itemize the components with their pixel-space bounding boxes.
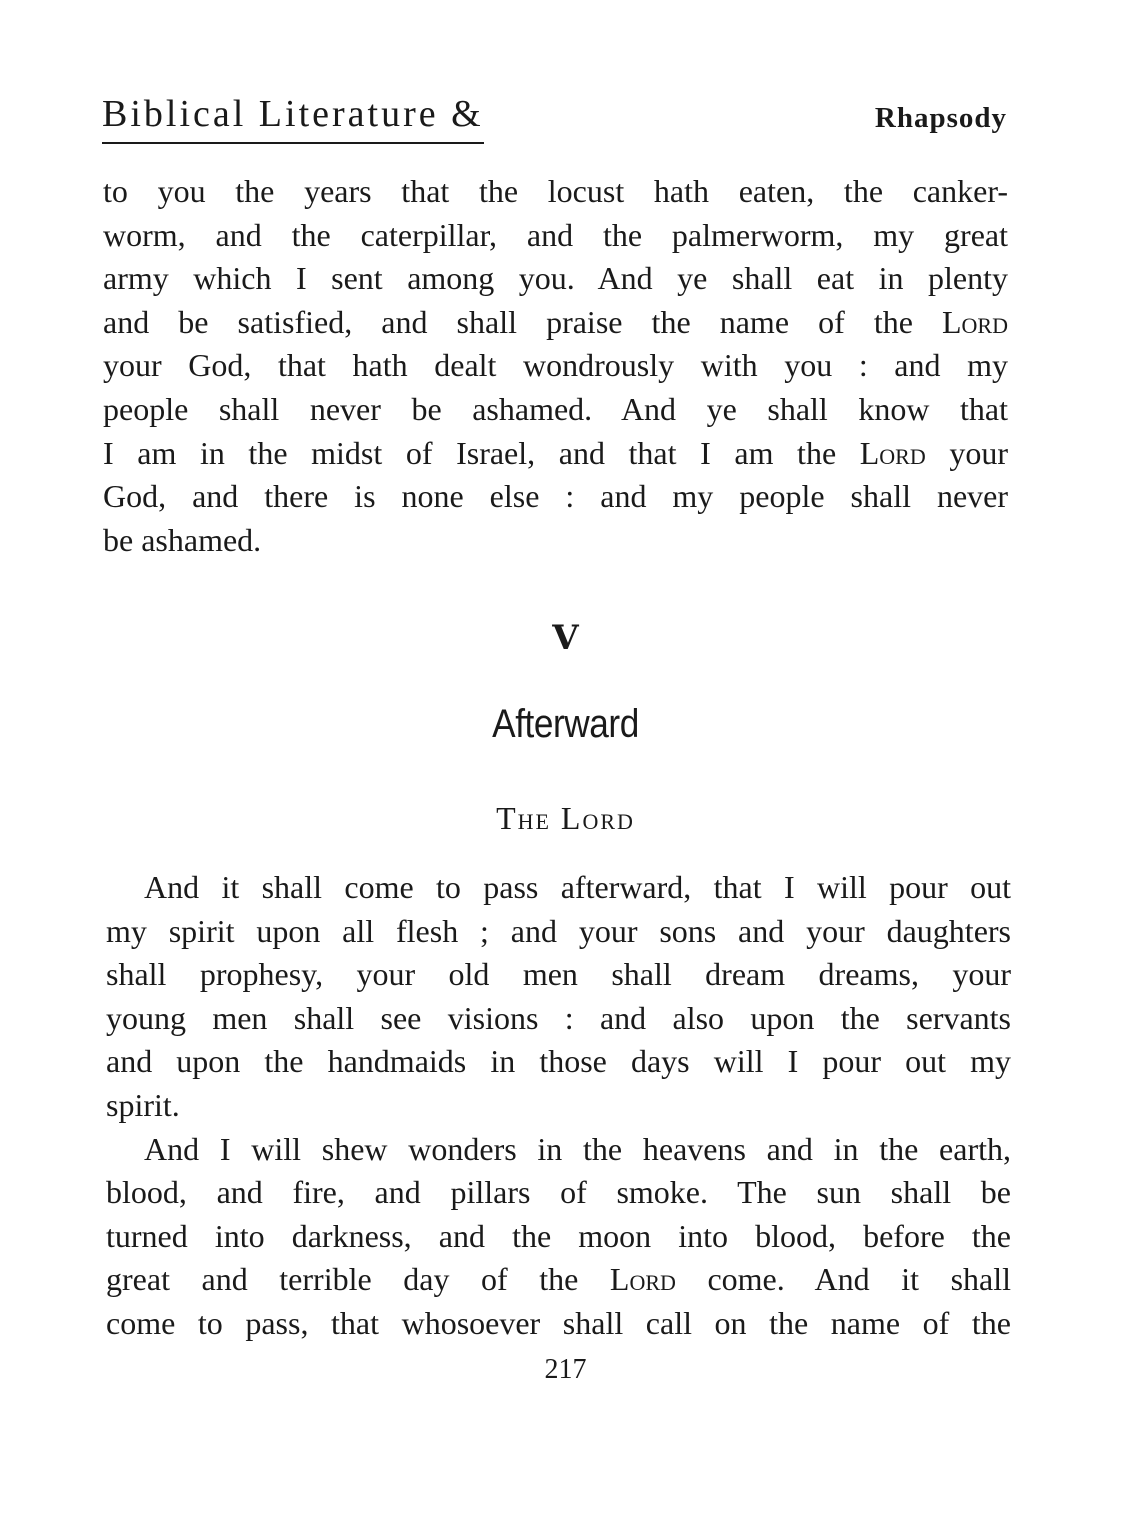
text-line: be ashamed. [103,521,262,558]
text-line: your God, that hath dealt wondrously with you : and my [103,347,1008,384]
small-caps-lord: Lord [942,303,1008,340]
text-line: blood, and fire, and pillars of smoke. The sun shall be [106,1174,1011,1211]
text-line: shall prophesy, your old men shall dream dreams, your [106,956,1011,993]
text-line: worm, and the caterpillar, and the palmerworm, my great [103,216,1008,253]
text-line: I am in the midst of Israel, and that I am the Lord your [103,434,1009,471]
text-line: And it shall come to pass afterward, that I will pour out [144,869,1011,905]
section-title: Afterward [492,702,639,746]
running-head [102,92,1007,152]
running-head-section: Rhapsody [874,102,1007,134]
paragraph [106,1128,1011,1346]
text-line: to you the years that the locust hath eaten, the canker- [103,173,1008,209]
text-line: And I will shew wonders in the heavens and in the earth, [144,1130,1011,1167]
text-line: spirit. [106,1086,180,1123]
passage-top [103,170,1008,562]
text-line: army which I sent among you. And ye shall eat in plenty [103,260,1008,297]
text-line: God, and there is none else : and my people shall never [103,478,1008,515]
running-head-title: Biblical Literature & [102,92,484,144]
text-line: people shall never be ashamed. And ye shall know that [103,390,1008,427]
section-numeral: V [552,618,579,658]
small-caps-lord: Lord [859,434,926,471]
text-line: and upon the handmaids in those days will I pour out my [106,1043,1011,1080]
page-number: 217 [544,1354,587,1385]
paragraph [106,866,1011,1128]
text-line: great and terrible day of the Lord come. And it shall [106,1261,1012,1298]
speaker-heading: The Lord [496,800,635,836]
text-line: young men shall see visions : and also upon the servants [106,999,1011,1036]
text-line: come to pass, that whosoever shall call on the name of the [106,1304,1011,1341]
small-caps-lord: Lord [609,1261,676,1298]
text-line: and be satisfied, and shall praise the name of the Lord [103,303,1008,340]
passage-main [106,866,1011,1346]
text-line: turned into darkness, and the moon into blood, before the [106,1217,1011,1254]
text-line: my spirit upon all flesh ; and your sons and your daughters [106,912,1011,949]
